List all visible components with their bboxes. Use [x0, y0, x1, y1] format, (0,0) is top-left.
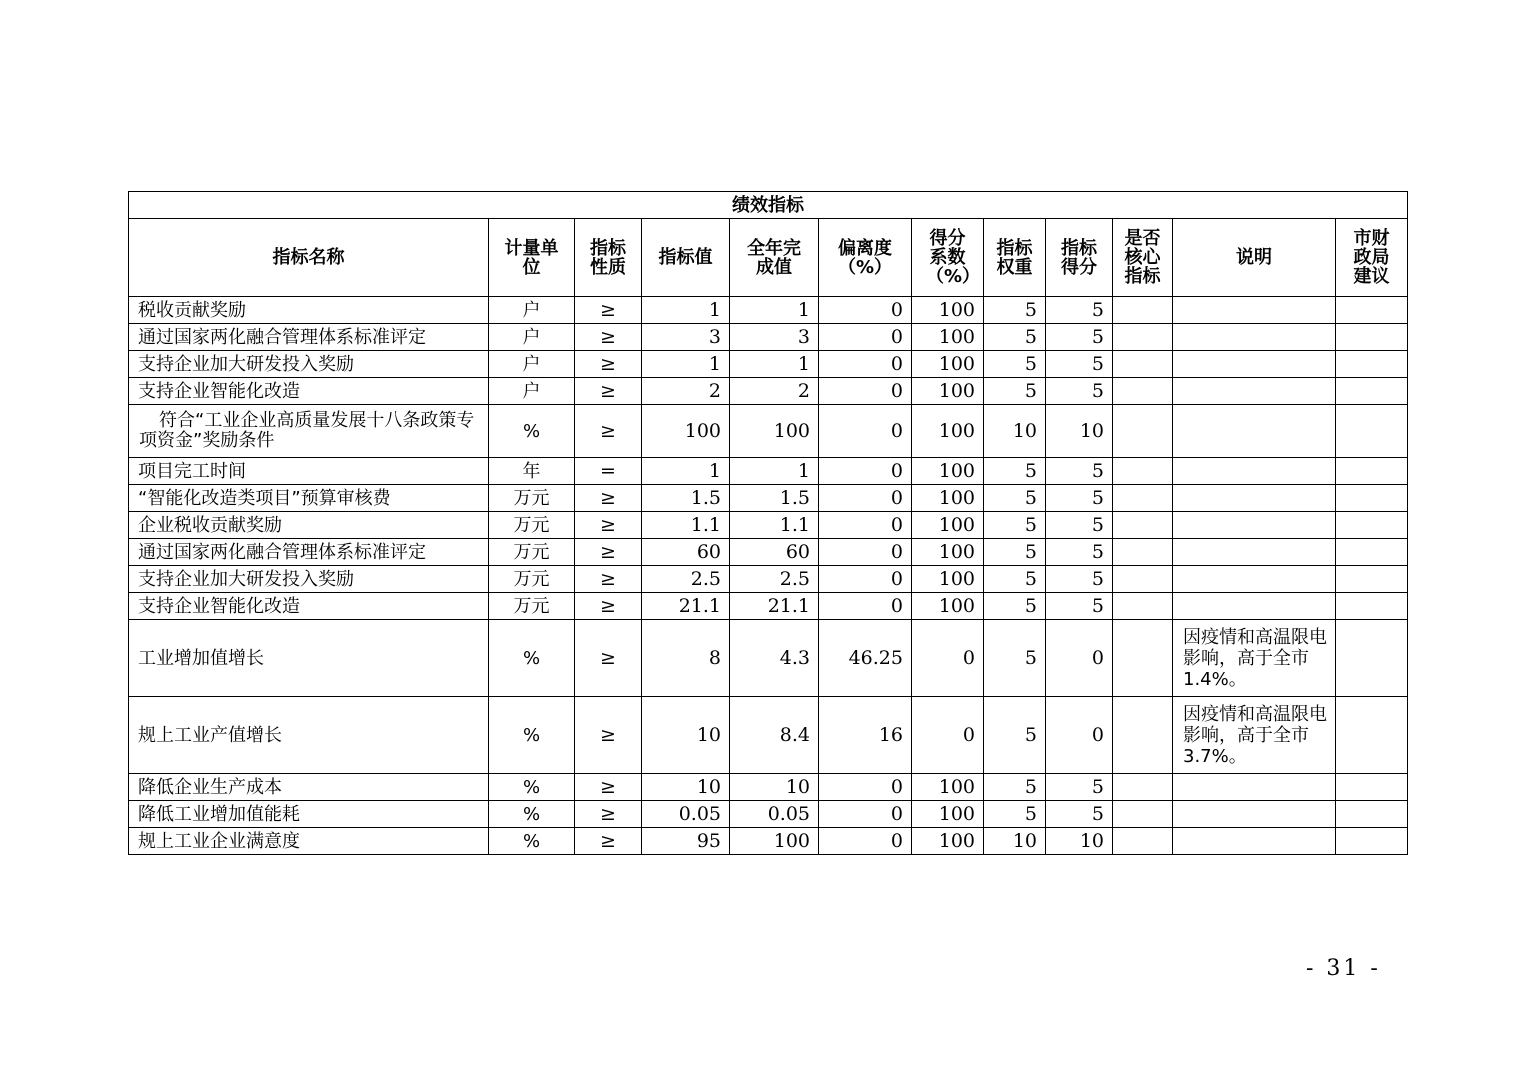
cell-actual-value: 100	[730, 828, 819, 855]
cell-indicator-name: 支持企业智能化改造	[129, 593, 489, 620]
cell-description	[1173, 512, 1336, 539]
cell-core-indicator	[1113, 774, 1173, 801]
cell-indicator-name: 符合“工业企业高质量发展十八条政策专项资金”奖励条件	[129, 405, 489, 458]
header-deviation: 偏离度（%）	[819, 219, 912, 297]
table-row	[129, 774, 1408, 801]
cell-deviation: 0	[819, 566, 912, 593]
cell-target-value: 3	[642, 324, 730, 351]
cell-indicator-name: 企业税收贡献奖励	[129, 512, 489, 539]
cell-description	[1173, 324, 1336, 351]
cell-weight: 5	[984, 697, 1046, 774]
cell-core-indicator	[1113, 378, 1173, 405]
cell-weight: 5	[984, 566, 1046, 593]
cell-target-value: 1.5	[642, 485, 730, 512]
cell-core-indicator	[1113, 566, 1173, 593]
cell-unit: %	[489, 828, 575, 855]
cell-finance-bureau-advice	[1336, 566, 1408, 593]
cell-finance-bureau-advice	[1336, 458, 1408, 485]
header-weight: 指标权重	[984, 219, 1046, 297]
cell-finance-bureau-advice	[1336, 828, 1408, 855]
cell-score: 0	[1046, 620, 1113, 697]
cell-target-value: 60	[642, 539, 730, 566]
cell-unit: %	[489, 405, 575, 458]
cell-deviation: 0	[819, 485, 912, 512]
cell-score: 10	[1046, 405, 1113, 458]
cell-indicator-name: “智能化改造类项目”预算审核费	[129, 485, 489, 512]
cell-score: 5	[1046, 351, 1113, 378]
cell-unit: 户	[489, 378, 575, 405]
cell-score: 5	[1046, 458, 1113, 485]
cell-deviation: 0	[819, 351, 912, 378]
header-core-indicator: 是否核心指标	[1113, 219, 1173, 297]
table-title: 绩效指标	[129, 192, 1408, 219]
cell-score: 5	[1046, 593, 1113, 620]
cell-core-indicator	[1113, 351, 1173, 378]
cell-nature: ≥	[575, 539, 642, 566]
cell-score-coefficient: 100	[912, 458, 984, 485]
cell-weight: 5	[984, 324, 1046, 351]
cell-nature: ≥	[575, 593, 642, 620]
cell-finance-bureau-advice	[1336, 697, 1408, 774]
cell-unit: 年	[489, 458, 575, 485]
cell-nature: ≥	[575, 351, 642, 378]
cell-deviation: 16	[819, 697, 912, 774]
cell-actual-value: 21.1	[730, 593, 819, 620]
cell-score: 5	[1046, 566, 1113, 593]
cell-score-coefficient: 100	[912, 801, 984, 828]
cell-score-coefficient: 100	[912, 405, 984, 458]
cell-description	[1173, 801, 1336, 828]
cell-nature: ≥	[575, 566, 642, 593]
cell-weight: 5	[984, 378, 1046, 405]
cell-nature: ≥	[575, 697, 642, 774]
cell-description	[1173, 828, 1336, 855]
cell-actual-value: 1	[730, 297, 819, 324]
cell-actual-value: 100	[730, 405, 819, 458]
cell-indicator-name: 支持企业加大研发投入奖励	[129, 351, 489, 378]
cell-target-value: 2	[642, 378, 730, 405]
table-row	[129, 351, 1408, 378]
table-row	[129, 458, 1408, 485]
cell-score: 10	[1046, 828, 1113, 855]
cell-finance-bureau-advice	[1336, 620, 1408, 697]
cell-target-value: 1	[642, 458, 730, 485]
cell-finance-bureau-advice	[1336, 378, 1408, 405]
cell-score: 5	[1046, 297, 1113, 324]
table-row	[129, 378, 1408, 405]
cell-description: 因疫情和高温限电影响，高于全市 3.7%。	[1173, 697, 1336, 774]
cell-actual-value: 3	[730, 324, 819, 351]
cell-finance-bureau-advice	[1336, 539, 1408, 566]
header-finance-bureau-advice: 市财政局建议	[1336, 219, 1408, 297]
cell-description	[1173, 593, 1336, 620]
cell-deviation: 0	[819, 828, 912, 855]
cell-score: 5	[1046, 485, 1113, 512]
cell-indicator-name: 支持企业加大研发投入奖励	[129, 566, 489, 593]
cell-score: 5	[1046, 324, 1113, 351]
cell-weight: 5	[984, 620, 1046, 697]
cell-finance-bureau-advice	[1336, 324, 1408, 351]
cell-score-coefficient: 100	[912, 539, 984, 566]
cell-deviation: 0	[819, 512, 912, 539]
cell-finance-bureau-advice	[1336, 512, 1408, 539]
cell-core-indicator	[1113, 828, 1173, 855]
cell-target-value: 100	[642, 405, 730, 458]
cell-score-coefficient: 100	[912, 324, 984, 351]
cell-indicator-name: 工业增加值增长	[129, 620, 489, 697]
table-row	[129, 297, 1408, 324]
cell-deviation: 0	[819, 801, 912, 828]
cell-unit: 万元	[489, 566, 575, 593]
cell-score-coefficient: 100	[912, 774, 984, 801]
cell-weight: 5	[984, 351, 1046, 378]
cell-deviation: 0	[819, 593, 912, 620]
cell-unit: 万元	[489, 593, 575, 620]
cell-unit: 万元	[489, 485, 575, 512]
cell-core-indicator	[1113, 697, 1173, 774]
cell-core-indicator	[1113, 485, 1173, 512]
table-row	[129, 593, 1408, 620]
cell-score-coefficient: 100	[912, 378, 984, 405]
cell-target-value: 8	[642, 620, 730, 697]
cell-weight: 5	[984, 593, 1046, 620]
cell-target-value: 1	[642, 351, 730, 378]
header-unit: 计量单位	[489, 219, 575, 297]
cell-score-coefficient: 0	[912, 697, 984, 774]
cell-score: 0	[1046, 697, 1113, 774]
cell-deviation: 0	[819, 539, 912, 566]
cell-actual-value: 1.5	[730, 485, 819, 512]
cell-target-value: 10	[642, 697, 730, 774]
header-score-coefficient: 得分系数（%）	[912, 219, 984, 297]
header-indicator-name: 指标名称	[129, 219, 489, 297]
cell-weight: 10	[984, 405, 1046, 458]
cell-finance-bureau-advice	[1336, 405, 1408, 458]
cell-unit: 户	[489, 297, 575, 324]
cell-actual-value: 60	[730, 539, 819, 566]
cell-description	[1173, 458, 1336, 485]
cell-finance-bureau-advice	[1336, 801, 1408, 828]
cell-indicator-name: 降低工业增加值能耗	[129, 801, 489, 828]
cell-nature: ≥	[575, 828, 642, 855]
cell-nature: ≥	[575, 774, 642, 801]
cell-indicator-name: 支持企业智能化改造	[129, 378, 489, 405]
cell-core-indicator	[1113, 512, 1173, 539]
cell-score-coefficient: 100	[912, 351, 984, 378]
cell-nature: =	[575, 458, 642, 485]
header-nature: 指标性质	[575, 219, 642, 297]
cell-target-value: 1.1	[642, 512, 730, 539]
table-row	[129, 405, 1408, 458]
cell-core-indicator	[1113, 324, 1173, 351]
cell-weight: 10	[984, 828, 1046, 855]
cell-description	[1173, 297, 1336, 324]
cell-indicator-name: 项目完工时间	[129, 458, 489, 485]
cell-unit: %	[489, 620, 575, 697]
cell-finance-bureau-advice	[1336, 351, 1408, 378]
cell-unit: %	[489, 774, 575, 801]
cell-indicator-name: 税收贡献奖励	[129, 297, 489, 324]
cell-deviation: 0	[819, 378, 912, 405]
cell-unit: 户	[489, 324, 575, 351]
cell-core-indicator	[1113, 620, 1173, 697]
cell-score-coefficient: 100	[912, 593, 984, 620]
cell-deviation: 0	[819, 297, 912, 324]
table-row	[129, 324, 1408, 351]
cell-nature: ≥	[575, 378, 642, 405]
cell-unit: 万元	[489, 512, 575, 539]
cell-core-indicator	[1113, 539, 1173, 566]
cell-indicator-name: 通过国家两化融合管理体系标准评定	[129, 539, 489, 566]
cell-actual-value: 2	[730, 378, 819, 405]
cell-target-value: 10	[642, 774, 730, 801]
cell-nature: ≥	[575, 512, 642, 539]
cell-description	[1173, 539, 1336, 566]
cell-description	[1173, 351, 1336, 378]
cell-deviation: 0	[819, 458, 912, 485]
cell-deviation: 0	[819, 774, 912, 801]
cell-score-coefficient: 100	[912, 566, 984, 593]
cell-actual-value: 0.05	[730, 801, 819, 828]
cell-nature: ≥	[575, 324, 642, 351]
cell-core-indicator	[1113, 297, 1173, 324]
cell-deviation: 0	[819, 405, 912, 458]
cell-indicator-name: 通过国家两化融合管理体系标准评定	[129, 324, 489, 351]
cell-finance-bureau-advice	[1336, 774, 1408, 801]
cell-description	[1173, 405, 1336, 458]
cell-weight: 5	[984, 297, 1046, 324]
cell-description	[1173, 378, 1336, 405]
cell-actual-value: 1.1	[730, 512, 819, 539]
cell-score-coefficient: 0	[912, 620, 984, 697]
cell-unit: %	[489, 801, 575, 828]
cell-description	[1173, 566, 1336, 593]
cell-weight: 5	[984, 458, 1046, 485]
cell-core-indicator	[1113, 593, 1173, 620]
table-row	[129, 566, 1408, 593]
cell-nature: ≥	[575, 297, 642, 324]
cell-target-value: 21.1	[642, 593, 730, 620]
cell-core-indicator	[1113, 801, 1173, 828]
cell-target-value: 2.5	[642, 566, 730, 593]
cell-finance-bureau-advice	[1336, 593, 1408, 620]
cell-indicator-name: 规上工业产值增长	[129, 697, 489, 774]
cell-score: 5	[1046, 539, 1113, 566]
page-number: - 31 -	[1306, 956, 1381, 981]
cell-score-coefficient: 100	[912, 485, 984, 512]
cell-unit: 户	[489, 351, 575, 378]
table-row	[129, 801, 1408, 828]
table-row	[129, 539, 1408, 566]
cell-target-value: 95	[642, 828, 730, 855]
cell-actual-value: 4.3	[730, 620, 819, 697]
cell-core-indicator	[1113, 458, 1173, 485]
cell-description	[1173, 774, 1336, 801]
header-actual-value: 全年完成值	[730, 219, 819, 297]
cell-actual-value: 1	[730, 458, 819, 485]
performance-indicator-table	[128, 191, 1408, 855]
header-score: 指标得分	[1046, 219, 1113, 297]
cell-deviation: 0	[819, 324, 912, 351]
cell-nature: ≥	[575, 485, 642, 512]
table-row	[129, 620, 1408, 697]
cell-unit: 万元	[489, 539, 575, 566]
cell-core-indicator	[1113, 405, 1173, 458]
header-description: 说明	[1173, 219, 1336, 297]
cell-weight: 5	[984, 512, 1046, 539]
cell-nature: ≥	[575, 405, 642, 458]
cell-indicator-name: 规上工业企业满意度	[129, 828, 489, 855]
table-row	[129, 485, 1408, 512]
table-body	[129, 297, 1408, 855]
cell-score: 5	[1046, 512, 1113, 539]
table-row	[129, 512, 1408, 539]
cell-score: 5	[1046, 774, 1113, 801]
header-target-value: 指标值	[642, 219, 730, 297]
cell-actual-value: 1	[730, 351, 819, 378]
cell-unit: %	[489, 697, 575, 774]
cell-weight: 5	[984, 539, 1046, 566]
cell-score: 5	[1046, 801, 1113, 828]
table-row	[129, 697, 1408, 774]
cell-weight: 5	[984, 774, 1046, 801]
cell-description: 因疫情和高温限电影响，高于全市 1.4%。	[1173, 620, 1336, 697]
cell-score: 5	[1046, 378, 1113, 405]
cell-nature: ≥	[575, 801, 642, 828]
cell-finance-bureau-advice	[1336, 297, 1408, 324]
cell-finance-bureau-advice	[1336, 485, 1408, 512]
cell-score-coefficient: 100	[912, 828, 984, 855]
table-row	[129, 828, 1408, 855]
cell-weight: 5	[984, 485, 1046, 512]
cell-description	[1173, 485, 1336, 512]
cell-actual-value: 8.4	[730, 697, 819, 774]
cell-nature: ≥	[575, 620, 642, 697]
cell-deviation: 46.25	[819, 620, 912, 697]
cell-target-value: 0.05	[642, 801, 730, 828]
cell-score-coefficient: 100	[912, 512, 984, 539]
cell-target-value: 1	[642, 297, 730, 324]
cell-indicator-name: 降低企业生产成本	[129, 774, 489, 801]
cell-weight: 5	[984, 801, 1046, 828]
cell-score-coefficient: 100	[912, 297, 984, 324]
cell-actual-value: 10	[730, 774, 819, 801]
cell-actual-value: 2.5	[730, 566, 819, 593]
